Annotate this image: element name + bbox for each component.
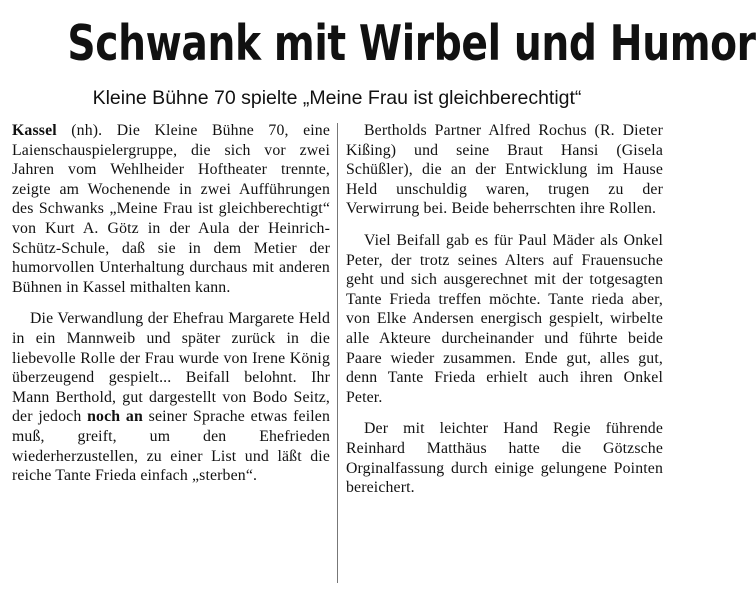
article-dateline: Kassel	[12, 122, 57, 139]
article-paragraph: Bertholds Partner Alfred Rochus (R. Dieter Kißing) und seine Braut Hansi (Gisela Schüßler), die an der Entwicklung im Hause Held unschuldig waren, trugen zu der Verwirrung bei. Beide beherrschten ihre Rollen.	[346, 122, 663, 218]
article-paragraph	[12, 121, 330, 297]
article-paragraph: Viel Beifall gab es für Paul Mäder als Onkel Peter, der trotz seines Alters auf Frauensuche geht und sich ausgerechnet mit der totgesagten Tante Frieda treffen möchte. Tante rieda aber, von Elke Andersen energisch gespielt, wirbelte alle Akteure durcheinander und führte beide Paare wieder zusammen. Ende gut, alles gut, denn Tante Frieda erhielt auch ihren Onkel Peter.	[346, 231, 663, 406]
article-headline: Schwank mit Wirbel und Humor	[67, 15, 756, 72]
article-bold-text: noch an	[87, 408, 143, 426]
column-divider	[337, 123, 338, 583]
article-subheadline: Kleine Bühne 70 spielte „Meine Frau ist gleichberechtigt“	[92, 87, 582, 109]
article-paragraph-text: (nh). Die Kleine Bühne 70, eine Laienschauspielergruppe, die sich vor zwei Jahren vom Wehlheider Hoftheater trennte, zeigte am Wochenende in zwei Aufführungen des Schwanks „Meine Frau ist gleichberechtigt“ von Kurt A. Götz in der Aula der Heinrich-Schütz-Schule, daß sie in dem Metier der humorvollen Unterhaltung durchaus mit anderen Bühnen in Kassel mithalten kann.	[12, 122, 330, 296]
article-paragraph: Der mit leichter Hand Regie führende Reinhard Matthäus hatte die Götzsche Orginalfassung durch einige gelungene Pointen bereichert.	[346, 420, 663, 497]
article-column-right	[346, 121, 663, 510]
article-paragraph-text: Die Verwandlung der Ehefrau Margarete Held in ein Mannweib und später zurück in die liebevolle Rolle der Frau wurde von Irene König überzeugend gespielt... Beifall belohnt. Ihr Mann Berthold, gut dargestellt von Bodo Seitz, der jedoch	[12, 310, 330, 426]
article-paragraph	[12, 309, 330, 485]
article-column-left	[12, 121, 330, 498]
article-paragraph-text: seiner Sprache etwas feilen muß, greift, um den Ehefrieden wiederherzustellen, zu einer List und läßt die reiche Tante Frieda einfach „sterben“.	[12, 408, 330, 485]
